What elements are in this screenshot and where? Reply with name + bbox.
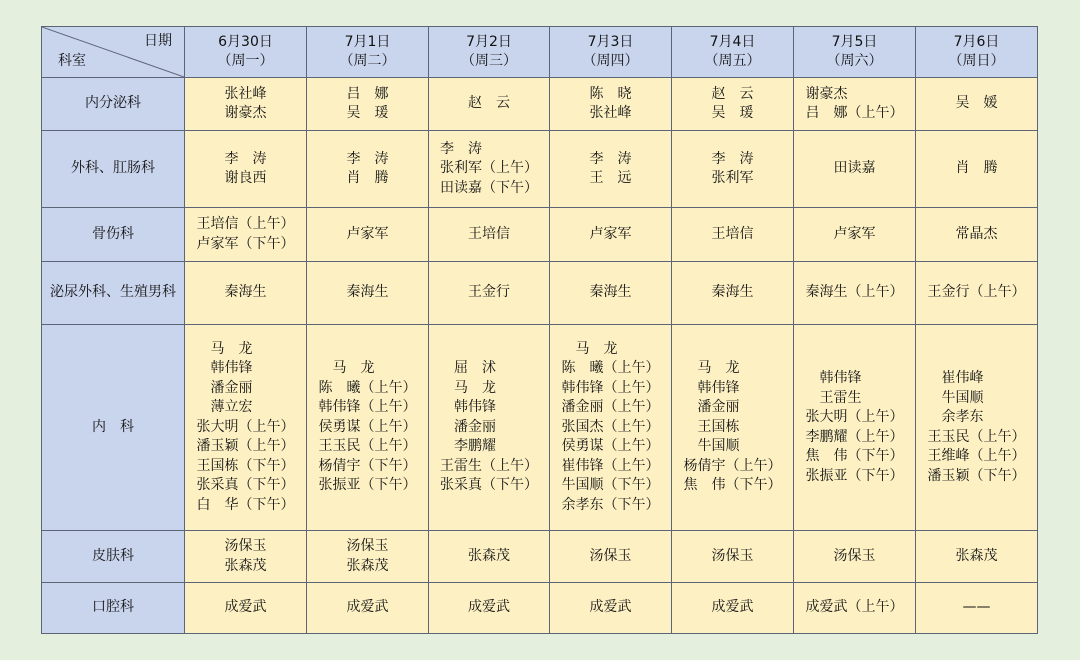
doctor-entry: 马 龙 (561, 340, 618, 357)
doctor-entry: 王维峰（上午） (927, 448, 1026, 464)
doctor-entry: 王玉民（上午） (927, 428, 1026, 445)
doctor-entry: 肖 腾 (346, 170, 389, 186)
doctor-entry: 张社峰 (589, 105, 632, 121)
doctor-entry: 王培信 (711, 225, 754, 242)
doctor-entry: 赵 云 (711, 85, 754, 102)
schedule-cell (916, 131, 1038, 208)
doctor-entry: 秦海生 (224, 284, 267, 301)
doctor-entry: 吴 瑗 (346, 105, 389, 121)
doctor-entry: 马 龙 (683, 360, 740, 377)
doctor-list (468, 94, 510, 114)
schedule-cell (307, 531, 429, 583)
doctor-entry: 吕 娜 (346, 85, 389, 102)
table-row (42, 531, 1038, 583)
day-weekday: （周日） (948, 53, 1005, 69)
schedule-cell (550, 208, 672, 262)
doctor-entry: 牛国顺 (927, 389, 984, 406)
schedule-cell (794, 583, 916, 634)
dept-name-cell: 骨伤科 (42, 208, 185, 262)
schedule-cell (794, 531, 916, 583)
doctor-entry: 张森茂 (468, 547, 510, 564)
doctor-entry: 余孝东（下午） (561, 496, 660, 513)
doctor-entry: 马 龙 (196, 340, 253, 357)
schedule-cell (550, 262, 672, 325)
doctor-entry: 韩伟锋（上午） (561, 379, 660, 396)
doctor-entry: 卢家军 (589, 225, 632, 242)
day-date: 7月6日 (953, 33, 1000, 50)
schedule-cell (185, 531, 307, 583)
doctor-list (590, 150, 632, 189)
schedule-cell (550, 531, 672, 583)
doctor-list (712, 547, 754, 567)
duty-schedule-table (41, 26, 1038, 634)
doctor-entry: 秦海生 (711, 284, 754, 301)
schedule-cell (307, 208, 429, 262)
doctor-entry: 赵 云 (468, 95, 510, 112)
doctor-entry: 吴 瑗 (711, 105, 754, 121)
doctor-list (197, 340, 295, 516)
doctor-entry: 谢豪杰 (805, 85, 848, 102)
doctor-entry: 潘金丽 (683, 399, 740, 416)
doctor-list (590, 225, 632, 245)
table-row (42, 78, 1038, 131)
doctor-entry: 张振亚（下午） (318, 477, 417, 494)
doctor-entry: 卢家军（下午） (196, 235, 295, 252)
doctor-entry: 汤保玉 (589, 547, 632, 564)
doctor-list (806, 85, 904, 124)
schedule-cell (794, 325, 916, 531)
dept-name-cell: 口腔科 (42, 583, 185, 634)
doctor-entry: 肖 腾 (955, 160, 998, 177)
day-header-5 (794, 27, 916, 78)
schedule-cell (794, 131, 916, 208)
doctor-entry: 白 华（下午） (196, 496, 295, 513)
doctor-list (347, 85, 389, 124)
doctor-entry: 汤保玉 (833, 547, 876, 564)
schedule-cell (307, 262, 429, 325)
doctor-entry: 成爱武 (711, 599, 754, 616)
doctor-entry: 李鹏耀 (440, 438, 496, 455)
day-weekday: （周五） (704, 53, 761, 69)
schedule-cell (672, 208, 794, 262)
day-date: 7月1日 (344, 33, 391, 50)
doctor-list (590, 283, 632, 303)
doctor-list (468, 547, 510, 567)
schedule-cell (307, 325, 429, 531)
doctor-list (468, 225, 510, 245)
doctor-list (712, 283, 754, 303)
schedule-cell (185, 325, 307, 531)
dept-name-cell: 泌尿外科、生殖男科 (42, 262, 185, 325)
doctor-list (684, 359, 782, 496)
doctor-entry: 常晶杰 (955, 225, 998, 242)
schedule-cell (794, 208, 916, 262)
doctor-entry: 韩伟锋 (683, 379, 740, 396)
doctor-list (468, 283, 510, 303)
header-row (42, 27, 1038, 78)
doctor-entry: 张森茂 (224, 557, 267, 574)
schedule-cell (185, 78, 307, 131)
doctor-entry: 侯勇谋（上午） (318, 418, 417, 435)
schedule-cell (307, 131, 429, 208)
doctor-entry: 王培信 (468, 225, 510, 242)
doctor-list (956, 159, 998, 179)
schedule-cell (185, 583, 307, 634)
doctor-list (590, 598, 632, 618)
day-weekday: （周六） (826, 53, 883, 69)
table-row (42, 325, 1038, 531)
doctor-entry: 李 涛 (224, 150, 267, 167)
doctor-list (347, 225, 389, 245)
doctor-list (347, 537, 389, 576)
doctor-list (590, 85, 632, 124)
doctor-entry: 张振亚（下午） (805, 467, 904, 484)
doctor-entry: —— (962, 599, 991, 616)
doctor-entry: 王培信（上午） (196, 216, 295, 232)
schedule-cell (916, 262, 1038, 325)
doctor-entry: 谢豪杰 (224, 105, 267, 121)
doctor-entry: 潘金丽 (440, 418, 496, 435)
doctor-entry: 余孝东 (927, 409, 984, 425)
doctor-entry: 王 远 (589, 170, 632, 186)
doctor-list (347, 150, 389, 189)
schedule-cell (672, 131, 794, 208)
day-header-0 (185, 27, 307, 78)
doctor-entry: 张利军 (711, 170, 754, 186)
doctor-entry: 李 涛 (440, 140, 482, 157)
doctor-entry: 成爱武（上午） (805, 599, 904, 616)
doctor-list (956, 225, 998, 245)
doctor-entry: 成爱武 (346, 599, 389, 616)
doctor-entry: 卢家军 (346, 225, 389, 242)
doctor-list (806, 369, 904, 486)
doctor-entry: 焦 伟（下午） (683, 477, 782, 494)
doctor-list (225, 598, 267, 618)
dept-name-cell: 内 科 (42, 325, 185, 531)
doctor-list (712, 85, 754, 124)
doctor-entry: 秦海生 (346, 284, 389, 301)
doctor-entry: 王玉民（上午） (318, 438, 417, 455)
day-date: 7月4日 (709, 33, 756, 50)
dept-name-cell: 外科、肛肠科 (42, 131, 185, 208)
day-weekday: （周四） (582, 53, 639, 69)
schedule-cell (916, 531, 1038, 583)
doctor-entry: 马 龙 (318, 360, 375, 377)
schedule-cell (672, 78, 794, 131)
schedule-cell (429, 262, 550, 325)
doctor-list (590, 547, 632, 567)
day-weekday: （周一） (217, 53, 274, 69)
schedule-cell (429, 531, 550, 583)
day-date: 7月2日 (466, 33, 512, 50)
doctor-list (928, 283, 1026, 303)
doctor-entry: 成爱武 (468, 599, 510, 616)
doctor-entry: 成爱武 (589, 599, 632, 616)
doctor-entry: 潘玉颖（上午） (196, 438, 295, 455)
doctor-list (712, 225, 754, 245)
doctor-entry: 张森茂 (955, 547, 998, 564)
doctor-list (225, 85, 267, 124)
schedule-cell (672, 531, 794, 583)
doctor-entry: 陈 曦（上午） (318, 379, 417, 396)
doctor-list (347, 598, 389, 618)
doctor-entry: 王雷生（上午） (440, 457, 538, 474)
doctor-list (806, 283, 904, 303)
doctor-list (956, 94, 998, 114)
schedule-cell (307, 583, 429, 634)
doctor-list (806, 598, 904, 618)
day-header-6 (916, 27, 1038, 78)
schedule-cell (429, 208, 550, 262)
doctor-entry: 张社峰 (224, 85, 267, 102)
doctor-entry: 秦海生（上午） (805, 284, 904, 301)
schedule-cell (429, 325, 550, 531)
doctor-entry: 秦海生 (589, 284, 632, 301)
doctor-list (834, 547, 876, 567)
doctor-entry: 牛国顺 (683, 438, 740, 455)
doctor-entry: 汤保玉 (224, 538, 267, 554)
doctor-entry: 潘金丽（上午） (561, 399, 660, 416)
doctor-entry: 王国栋（下午） (196, 457, 295, 474)
doctor-entry: 张采真（下午） (196, 477, 295, 494)
doctor-list (963, 598, 991, 618)
doctor-list (347, 283, 389, 303)
schedule-cell (672, 262, 794, 325)
day-weekday: （周二） (339, 53, 396, 69)
doctor-list (440, 359, 538, 496)
doctor-entry: 张采真（下午） (440, 477, 538, 494)
corner-date-label: 日期 (144, 33, 172, 49)
doctor-entry: 李 涛 (711, 150, 754, 167)
schedule-cell (307, 78, 429, 131)
corner-dept-label: 科室 (58, 52, 86, 69)
doctor-entry: 李 涛 (589, 150, 632, 167)
schedule-cell (550, 78, 672, 131)
doctor-entry: 韩伟锋 (440, 399, 496, 416)
doctor-entry: 马 龙 (440, 379, 496, 396)
schedule-cell (185, 262, 307, 325)
table-row (42, 262, 1038, 325)
day-date: 7月5日 (831, 33, 878, 50)
table-row (42, 583, 1038, 634)
schedule-cell (916, 78, 1038, 131)
doctor-entry: 潘金丽 (196, 379, 253, 396)
schedule-cell (429, 78, 550, 131)
doctor-entry: 吴 媛 (955, 95, 998, 112)
doctor-list (225, 150, 267, 189)
doctor-entry: 侯勇谋（上午） (561, 438, 660, 455)
doctor-entry: 谢良西 (224, 170, 267, 186)
doctor-entry: 汤保玉 (346, 538, 389, 554)
doctor-entry: 成爱武 (224, 599, 267, 616)
doctor-entry: 田读嘉 (833, 160, 876, 177)
doctor-entry: 吕 娜（上午） (805, 105, 904, 121)
doctor-entry: 韩伟锋 (196, 360, 253, 377)
table-row (42, 208, 1038, 262)
doctor-entry: 王国栋 (683, 418, 740, 435)
schedule-cell (672, 325, 794, 531)
day-header-2 (429, 27, 550, 78)
doctor-entry: 杨倩宇（上午） (683, 457, 782, 474)
doctor-entry: 张国杰（上午） (561, 418, 660, 435)
doctor-list (468, 598, 510, 618)
schedule-cell (550, 131, 672, 208)
doctor-list (319, 359, 417, 496)
doctor-entry: 杨倩宇（下午） (318, 457, 417, 474)
schedule-cell (550, 583, 672, 634)
doctor-entry: 张大明（上午） (805, 409, 904, 425)
doctor-list (834, 159, 876, 179)
doctor-entry: 李鹏耀（上午） (805, 428, 904, 445)
doctor-entry: 张大明（上午） (196, 418, 295, 435)
day-header-3 (550, 27, 672, 78)
doctor-list (712, 150, 754, 189)
doctor-list (562, 340, 660, 516)
day-date: 6月30日 (218, 33, 273, 50)
doctor-entry: 韩伟锋（上午） (318, 399, 417, 416)
doctor-list (225, 537, 267, 576)
doctor-entry: 潘玉颖（下午） (927, 467, 1026, 484)
doctor-list (712, 598, 754, 618)
schedule-cell (916, 583, 1038, 634)
day-date: 7月3日 (587, 33, 634, 50)
doctor-entry: 王金行 (468, 284, 510, 301)
doctor-entry: 陈 晓 (589, 85, 632, 102)
doctor-entry: 崔伟锋（上午） (561, 457, 660, 474)
doctor-list (928, 369, 1026, 486)
doctor-entry: 张森茂 (346, 557, 389, 574)
doctor-list (225, 283, 267, 303)
day-header-4 (672, 27, 794, 78)
doctor-entry: 张利军（上午） (440, 160, 538, 177)
schedule-cell (185, 131, 307, 208)
schedule-cell (672, 583, 794, 634)
doctor-list (956, 547, 998, 567)
dept-name-cell: 皮肤科 (42, 531, 185, 583)
doctor-entry: 陈 曦（上午） (561, 360, 660, 377)
doctor-list (197, 215, 295, 254)
doctor-entry: 王雷生 (805, 389, 862, 406)
doctor-entry: 韩伟锋 (805, 370, 862, 386)
doctor-entry: 薄立宏 (196, 399, 253, 416)
doctor-entry: 李 涛 (346, 150, 389, 167)
doctor-entry: 汤保玉 (711, 547, 754, 564)
doctor-entry: 崔伟峰 (927, 370, 984, 386)
doctor-entry: 田读嘉（下午） (440, 179, 538, 196)
schedule-cell (916, 325, 1038, 531)
table-row (42, 131, 1038, 208)
doctor-list (834, 225, 876, 245)
day-weekday: （周三） (461, 53, 517, 69)
schedule-cell (794, 78, 916, 131)
doctor-entry: 王金行（上午） (927, 284, 1026, 301)
doctor-entry: 屈 沭 (440, 360, 496, 377)
schedule-cell (429, 131, 550, 208)
schedule-cell (916, 208, 1038, 262)
schedule-cell (550, 325, 672, 531)
schedule-cell (185, 208, 307, 262)
day-header-1 (307, 27, 429, 78)
doctor-list (440, 140, 538, 199)
doctor-entry: 牛国顺（下午） (561, 477, 660, 494)
corner-header-cell (42, 27, 185, 78)
schedule-cell (429, 583, 550, 634)
dept-name-cell: 内分泌科 (42, 78, 185, 131)
schedule-cell (794, 262, 916, 325)
doctor-entry: 焦 伟（下午） (805, 448, 904, 464)
doctor-entry: 卢家军 (833, 225, 876, 242)
